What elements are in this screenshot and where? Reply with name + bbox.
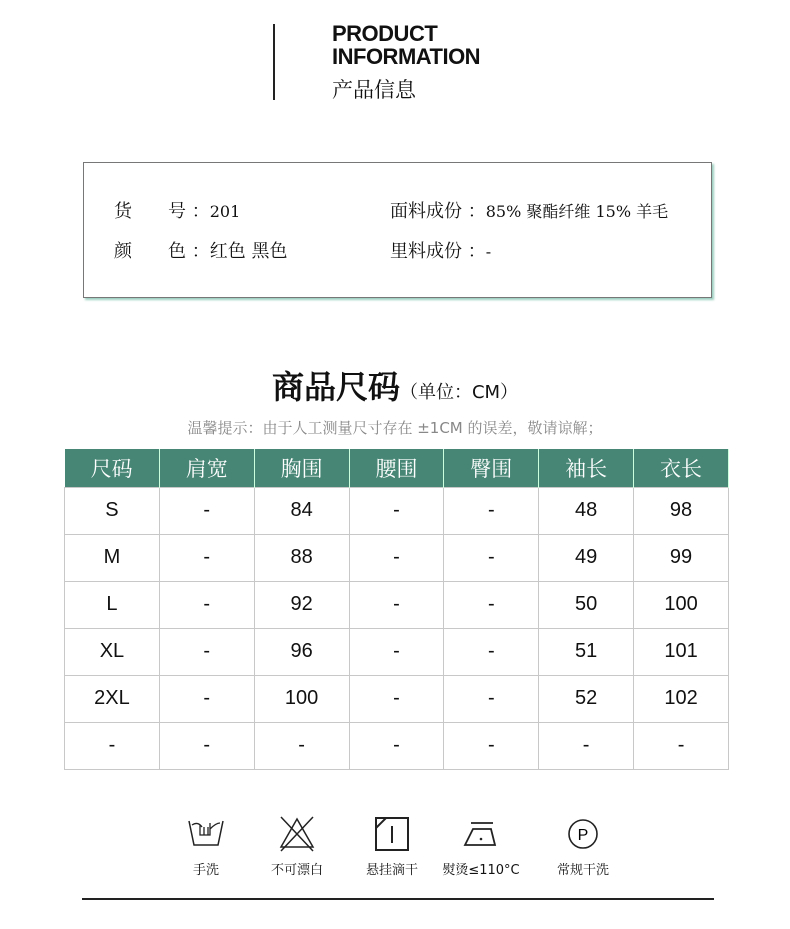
table-cell: - (254, 722, 349, 769)
table-cell: 96 (254, 628, 349, 675)
table-cell: - (349, 534, 444, 581)
table-cell: L (65, 581, 160, 628)
table-cell: - (349, 581, 444, 628)
table-cell: XL (65, 628, 160, 675)
info-box (83, 162, 712, 298)
size-tip: 温馨提示：由于人工测量尺寸存在 ±1CM 的误差，敬请谅解； (187, 419, 603, 437)
svg-text:P: P (577, 827, 589, 844)
table-cell: - (539, 722, 634, 769)
title-en (332, 22, 480, 68)
column-header: 臀围 (444, 449, 539, 487)
table-cell: - (159, 487, 254, 534)
lining (390, 237, 491, 263)
divider-line (273, 24, 275, 100)
color (114, 237, 287, 263)
table-cell: - (159, 722, 254, 769)
table-cell: 99 (634, 534, 729, 581)
table-cell: - (444, 534, 539, 581)
label: 里料成份 (390, 241, 462, 262)
table-cell: 2XL (65, 675, 160, 722)
care-label: 悬挂滴干 (365, 863, 418, 878)
table-row (65, 534, 729, 581)
care-label: 常规干洗 (556, 863, 609, 878)
care-item (347, 815, 437, 878)
table-row (65, 581, 729, 628)
table-cell: 92 (254, 581, 349, 628)
column-header: 肩宽 (159, 449, 254, 487)
table-cell: - (444, 675, 539, 722)
table-cell: - (444, 722, 539, 769)
care-item (538, 815, 628, 878)
table-cell: - (444, 628, 539, 675)
item-no (114, 197, 240, 223)
hand-wash-icon (186, 815, 226, 853)
title-en-2: INFORMATION (332, 44, 481, 69)
table-cell: - (349, 628, 444, 675)
table-row (65, 722, 729, 769)
size-unit: （单位：CM） (399, 382, 519, 403)
column-header: 衣长 (634, 449, 729, 487)
no-bleach-icon (277, 815, 317, 853)
care-item (436, 815, 526, 878)
iron-icon (461, 815, 501, 853)
sep: ： (191, 201, 210, 222)
label: 面料成份 (390, 201, 462, 222)
table-header (65, 449, 729, 487)
table-row (65, 487, 729, 534)
table-cell: - (444, 581, 539, 628)
table-cell: - (349, 722, 444, 769)
table-cell: - (349, 675, 444, 722)
value: 红色 黑色 (209, 241, 288, 262)
table-cell: 49 (539, 534, 634, 581)
fabric (390, 197, 668, 223)
table-cell: S (65, 487, 160, 534)
dry-clean-icon (563, 815, 603, 853)
table-row (65, 628, 729, 675)
table-cell: 51 (539, 628, 634, 675)
table-cell: 50 (539, 581, 634, 628)
table-row (65, 675, 729, 722)
care-label: 熨烫≤110°C (442, 863, 520, 878)
label: 货 号 (114, 201, 186, 222)
table-cell: M (65, 534, 160, 581)
table-cell: 84 (254, 487, 349, 534)
sep: ： (191, 241, 210, 262)
table-cell: 52 (539, 675, 634, 722)
bottom-divider (82, 898, 714, 900)
care-item (252, 815, 342, 878)
size-title (0, 362, 790, 408)
value: 85% 聚酯纤维 15% 羊毛 (485, 202, 669, 221)
sep: ： (467, 241, 486, 262)
table-cell: - (159, 581, 254, 628)
column-header: 尺码 (65, 449, 160, 487)
drip-dry-icon (372, 815, 412, 853)
column-header: 胸围 (254, 449, 349, 487)
table-cell: - (634, 722, 729, 769)
table-cell: 48 (539, 487, 634, 534)
column-header: 袖长 (539, 449, 634, 487)
sep: ： (467, 201, 486, 222)
table-cell: - (444, 487, 539, 534)
title-cn: 产品信息 (332, 78, 416, 102)
table-cell: 100 (634, 581, 729, 628)
table-cell: - (159, 628, 254, 675)
column-header: 腰围 (349, 449, 444, 487)
table-cell: 100 (254, 675, 349, 722)
care-item (161, 815, 251, 878)
table-cell: 88 (254, 534, 349, 581)
size-table (64, 449, 729, 770)
table-cell: - (65, 722, 160, 769)
title-en-1: PRODUCT (332, 21, 438, 46)
table-cell: - (159, 534, 254, 581)
value: - (485, 242, 492, 261)
care-label: 不可漂白 (270, 863, 323, 878)
table-cell: 101 (634, 628, 729, 675)
label: 颜 色 (114, 241, 186, 262)
table-cell: 102 (634, 675, 729, 722)
value: 201 (209, 202, 241, 221)
table-cell: - (159, 675, 254, 722)
care-label: 手洗 (192, 863, 219, 878)
table-cell: - (349, 487, 444, 534)
size-title-text: 商品尺码 (271, 368, 400, 406)
table-cell: 98 (634, 487, 729, 534)
